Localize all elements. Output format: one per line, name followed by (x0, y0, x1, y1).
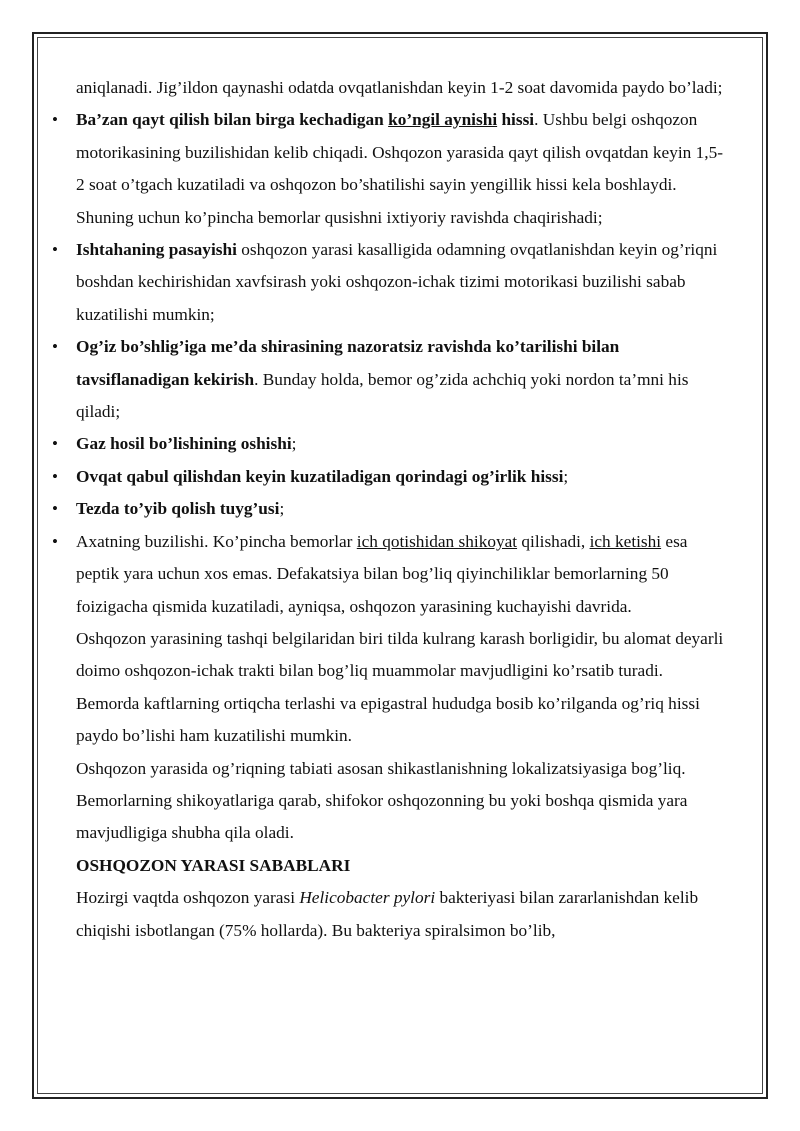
underlined-term: ich ketishi (589, 531, 662, 551)
list-item-text: . Bunday holda, bemor og’zida achchiq yoki nordon ta’mni his qiladi; (76, 369, 689, 422)
list-item (52, 234, 726, 331)
list-item (52, 104, 726, 234)
bold-text: Gaz hosil bo’lishining oshishi (76, 434, 292, 454)
list-item-text: qilishadi, (517, 531, 590, 551)
bold-text: Og’iz bo’shlig’iga me’da shirasining nazoratsiz ravishda ko’tarilishi bilan tavsiflanadigan kekirish (76, 337, 620, 389)
list-item-text: ; (279, 499, 285, 519)
underlined-term: ko’ngil aynishi (388, 110, 498, 130)
underlined-term: ich qotishidan shikoyat (356, 531, 518, 551)
bullet-icon: • (52, 499, 58, 519)
list-item-text: Axatning buzilishi. Ko’pincha bemorlar (76, 531, 357, 551)
bold-text: hissi (497, 110, 535, 130)
list-item (52, 428, 726, 460)
bullet-icon: • (52, 337, 58, 357)
body-paragraph (76, 882, 726, 947)
paragraph-text: Hozirgi vaqtda oshqozon yarasi (76, 888, 300, 908)
bullet-icon: • (52, 531, 58, 551)
list-item-text: ; (291, 434, 297, 454)
list-item-text: esa peptik yara uchun xos emas. Defakatsiya bilan bog’liq qiyinchiliklar bemorlarning 50 foizigacha qismida kuzatiladi, ayniqsa, oshqozon yarasining kuchayishi davrida. (76, 531, 688, 616)
bold-text: Ishtahaning pasayishi (76, 240, 237, 260)
bullet-icon: • (52, 466, 58, 486)
list-item-text: ; (563, 466, 569, 486)
species-name: Helicobacter pylori (299, 888, 436, 908)
list-item (52, 331, 726, 428)
body-paragraph: Oshqozon yarasida og’riqning tabiati asosan shikastlanishning lokalizatsiyasiga bog’liq. Bemorlarning shikoyatlariga qarab, shifokor oshqozonning bu yoki boshqa qismida yara mavjudligiga shubha qila oladi. (76, 758, 688, 843)
intro-paragraph: aniqlanadi. Jig’ildon qaynashi odatda ovqatlanishdan keyin 1-2 soat davomida paydo bo’ladi; (76, 78, 723, 97)
paragraph-text: bakteriyasi bilan zararlanishdan kelib chiqishi isbotlangan (75% hollarda). Bu bakteriya spiralsimon bo’lib, (76, 888, 699, 940)
section-heading-text: OSHQOZON YARASI SABABLARI (76, 855, 351, 875)
bullet-icon: • (52, 110, 58, 130)
list-item-text: oshqozon yarasi kasalligida odamning ovqatlanishdan keyin og’riqni boshdan kechirishidan xavfsirash yoki oshqozon-ichak tizimi motorikasi buzilishi sabab kuzatilishi mumkin; (76, 240, 718, 324)
section-heading (76, 850, 726, 882)
bold-text: Tezda to’yib qolish tuyg’usi (76, 499, 280, 519)
body-paragraph: Oshqozon yarasining tashqi belgilaridan biri tilda kulrang karash borligidir, bu alomat deyarli doimo oshqozon-ichak trakti bilan bog’liq muammolar mavjudligini ko’rsatib turadi. Bemorda kaftlarning ortiqcha terlashi va epigastral hududga bosib ko’rilganda og’riq hissi paydo bo’lishi ham kuzatilishi mumkin. (76, 628, 724, 746)
bold-text: Ovqat qabul qilishdan keyin kuzatiladigan qorindagi og’irlik hissi (76, 466, 564, 486)
list-item (52, 526, 726, 623)
document-body (52, 72, 726, 947)
bold-text: Ba’zan qayt qilish bilan birga kechadigan (76, 110, 389, 130)
list-item (52, 461, 726, 493)
bullet-icon: • (52, 240, 58, 260)
list-item-text: . Ushbu belgi oshqozon motorikasining buzilishidan kelib chiqadi. Oshqozon yarasida qayt qilish ovqatdan keyin 1,5-2 soat o’tgach kuzatiladi va oshqozon bo’shatilishi sayin yengillik hissi kela boshlaydi. Shuning uchun ko’pincha bemorlar qusishni ixtiyoriy ravishda chaqirishadi; (76, 110, 723, 227)
list-item (52, 493, 726, 525)
bullet-icon: • (52, 434, 58, 454)
